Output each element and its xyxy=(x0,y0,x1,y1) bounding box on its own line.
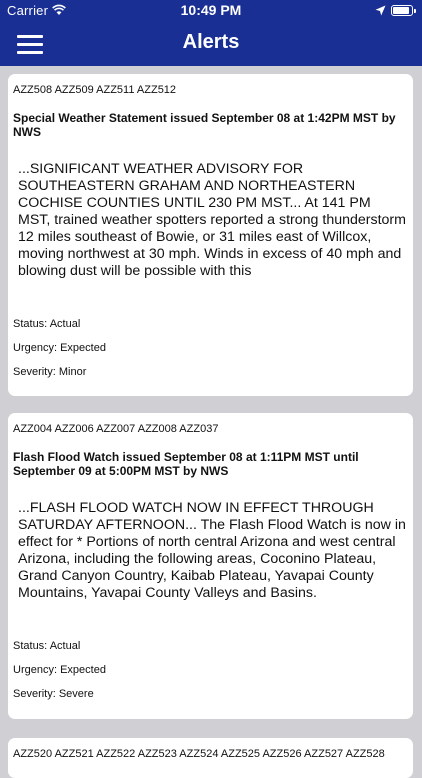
alert-status: Status: Actual xyxy=(13,318,81,330)
alert-headline: Special Weather Statement issued September 08 at 1:42PM MST by NWS xyxy=(13,111,396,139)
battery-icon xyxy=(391,5,413,16)
alert-headline: Flash Flood Watch issued September 08 at 1:11PM MST until September 09 at 5:00PM MST by NWS xyxy=(13,450,359,478)
status-bar xyxy=(0,0,422,22)
alert-card[interactable] xyxy=(8,413,413,719)
alert-description: ...SIGNIFICANT WEATHER ADVISORY FOR SOUTHEASTERN GRAHAM AND NORTHEASTERN COCHISE COUNTIES UNTIL 230 PM MST... At 141 PM MST, trained weather spotters reported a strong thunderstorm 12 miles southeast of Bowie, or 31 miles east of Willcox, moving northwest at 30 mph. Winds in excess of 40 mph and blowing dust will be possible with this xyxy=(18,161,406,279)
alert-zone-codes: AZZ004 AZZ006 AZZ007 AZZ008 AZZ037 xyxy=(13,423,219,435)
alert-zone-codes: AZZ520 AZZ521 AZZ522 AZZ523 AZZ524 AZZ525 AZZ526 AZZ527 AZZ528 xyxy=(13,748,385,760)
alert-urgency: Urgency: Expected xyxy=(13,342,106,354)
alert-urgency: Urgency: Expected xyxy=(13,664,106,676)
alert-zone-codes: AZZ508 AZZ509 AZZ511 AZZ512 xyxy=(13,84,177,96)
carrier-label: Carrier xyxy=(7,3,49,18)
alert-status: Status: Actual xyxy=(13,640,81,652)
alert-card[interactable] xyxy=(8,74,413,396)
alert-description: ...FLASH FLOOD WATCH NOW IN EFFECT THROUGH SATURDAY AFTERNOON... The Flash Flood Watch is now in effect for * Portions of north central Arizona and west central Arizona, including the following areas, Coconino Plateau, Grand Canyon Country, Kaibab Plateau, Yavapai County Mountains, Yavapai County Valleys and Basins. xyxy=(18,500,406,601)
alert-severity: Severity: Severe xyxy=(13,688,94,700)
alert-severity: Severity: Minor xyxy=(13,366,87,378)
navigation-bar xyxy=(0,22,422,66)
top-bar xyxy=(0,0,422,66)
alert-card[interactable] xyxy=(8,738,413,778)
status-time: 10:49 PM xyxy=(180,2,242,18)
alerts-list[interactable] xyxy=(0,66,422,760)
location-arrow-icon xyxy=(375,5,386,16)
page-title: Alerts xyxy=(182,31,240,53)
